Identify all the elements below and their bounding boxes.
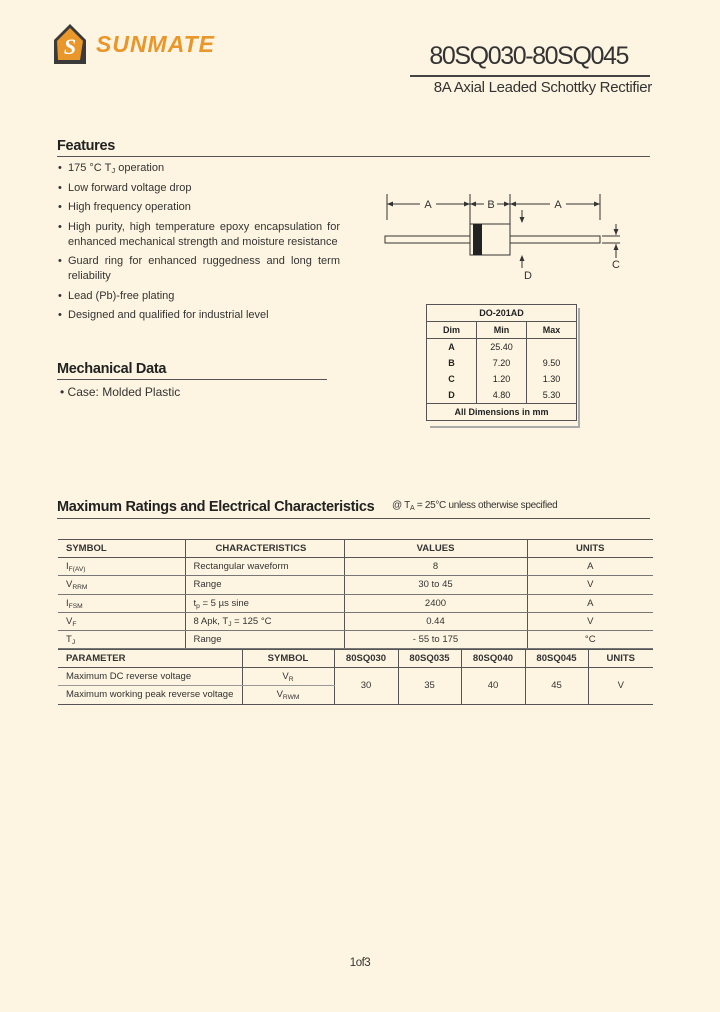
feature-item: • Lead (Pb)-free plating bbox=[58, 289, 340, 304]
dimension-table bbox=[426, 304, 577, 421]
product-subtitle: 8A Axial Leaded Schottky Rectifier bbox=[433, 79, 652, 96]
dim-label-a-right: A bbox=[554, 199, 562, 211]
package-name: DO-201AD bbox=[427, 305, 577, 322]
dim-row-min: 1.20 bbox=[477, 371, 527, 387]
table-row: $I_{F(AV)}$ Rectangular waveform 8 A bbox=[58, 558, 653, 576]
dim-header-dim: Dim bbox=[427, 322, 477, 339]
voltage-header-symbol: SYMBOL bbox=[242, 650, 334, 668]
features-heading: Features bbox=[57, 138, 116, 154]
dim-row-max: 5.30 bbox=[527, 387, 577, 404]
features-list bbox=[58, 161, 340, 328]
package-outline-diagram bbox=[380, 188, 630, 280]
ratings-header-units: UNITS bbox=[527, 540, 653, 558]
dim-row-min: 25.40 bbox=[477, 339, 527, 356]
brand-name: SUNMATE bbox=[96, 31, 216, 57]
feature-item: • High frequency operation bbox=[58, 200, 340, 215]
feature-item: • Guard ring for enhanced ruggedness and long term reliability bbox=[58, 254, 340, 284]
dim-row-label: B bbox=[427, 355, 477, 371]
part-number-title: 80SQ030-80SQ045 bbox=[429, 42, 628, 70]
mechanical-item: • Case: Molded Plastic bbox=[60, 385, 181, 399]
voltage-header-units: UNITS bbox=[588, 650, 653, 668]
dim-label-d: D bbox=[524, 270, 532, 280]
ratings-heading: Maximum Ratings and Electrical Characteristics bbox=[57, 499, 375, 515]
voltage-header-parameter: PARAMETER bbox=[58, 650, 242, 668]
voltage-header-80sq035: 80SQ035 bbox=[398, 650, 461, 668]
ratings-header-symbol: SYMBOL bbox=[58, 540, 185, 558]
dim-row-max: 9.50 bbox=[527, 355, 577, 371]
dim-row-max: 1.30 bbox=[527, 371, 577, 387]
dim-row-max bbox=[527, 339, 577, 356]
mechanical-heading: Mechanical Data bbox=[57, 361, 167, 377]
title-divider bbox=[410, 75, 650, 77]
dim-row-label: A bbox=[427, 339, 477, 356]
dim-row-label: D bbox=[427, 387, 477, 404]
ratings-table bbox=[58, 539, 653, 649]
table-row: $V_F$ 8 Apk, $T_J = 125$ °C 0.44 V bbox=[58, 612, 653, 630]
table-row: $V_{RRM}$ Range 30 to 45 V bbox=[58, 576, 653, 594]
dim-label-b: B bbox=[487, 199, 495, 211]
voltage-ratings-table bbox=[58, 649, 653, 705]
feature-item: • 175 °C $T_J$ operation bbox=[58, 161, 340, 176]
dim-label-a-left: A bbox=[424, 199, 432, 211]
voltage-header-80sq030: 80SQ030 bbox=[334, 650, 398, 668]
ratings-rule bbox=[57, 518, 650, 519]
page-number: 1of3 bbox=[349, 957, 371, 969]
dim-footer-note: All Dimensions in mm bbox=[427, 404, 577, 421]
dim-row-label: C bbox=[427, 371, 477, 387]
features-rule bbox=[57, 156, 650, 157]
voltage-header-80sq040: 80SQ040 bbox=[461, 650, 525, 668]
ratings-header-characteristics: CHARACTERISTICS bbox=[185, 540, 344, 558]
dim-row-min: 7.20 bbox=[477, 355, 527, 371]
voltage-header-80sq045: 80SQ045 bbox=[525, 650, 588, 668]
table-row: $T_J$ Range - 55 to 175 °C bbox=[58, 630, 653, 648]
feature-item: • High purity, high temperature epoxy encapsulation for enhanced mechanical strength and moisture resistance bbox=[58, 220, 340, 250]
mechanical-rule bbox=[57, 379, 327, 380]
table-row: $I_{FSM}$ $t_p = 5$ µs sine 2400 A bbox=[58, 594, 653, 612]
table-row: Maximum DC reverse voltage $V_R$ 30 35 40 45 V bbox=[58, 668, 653, 686]
sunmate-logo-icon bbox=[50, 22, 90, 66]
feature-item: • Low forward voltage drop bbox=[58, 181, 340, 196]
dim-header-min: Min bbox=[477, 322, 527, 339]
dim-row-min: 4.80 bbox=[477, 387, 527, 404]
ratings-header-values: VALUES bbox=[344, 540, 527, 558]
dim-header-max: Max bbox=[527, 322, 577, 339]
feature-item: • Designed and qualified for industrial level bbox=[58, 308, 340, 323]
dim-label-c: C bbox=[612, 259, 620, 271]
table-row: Maximum working peak reverse voltage $V_{RWM}$ bbox=[58, 686, 653, 704]
logo-letter: S bbox=[63, 34, 77, 59]
test-condition-note: @ $T_A = 25^\circ C$ unless otherwise specified bbox=[392, 500, 558, 512]
